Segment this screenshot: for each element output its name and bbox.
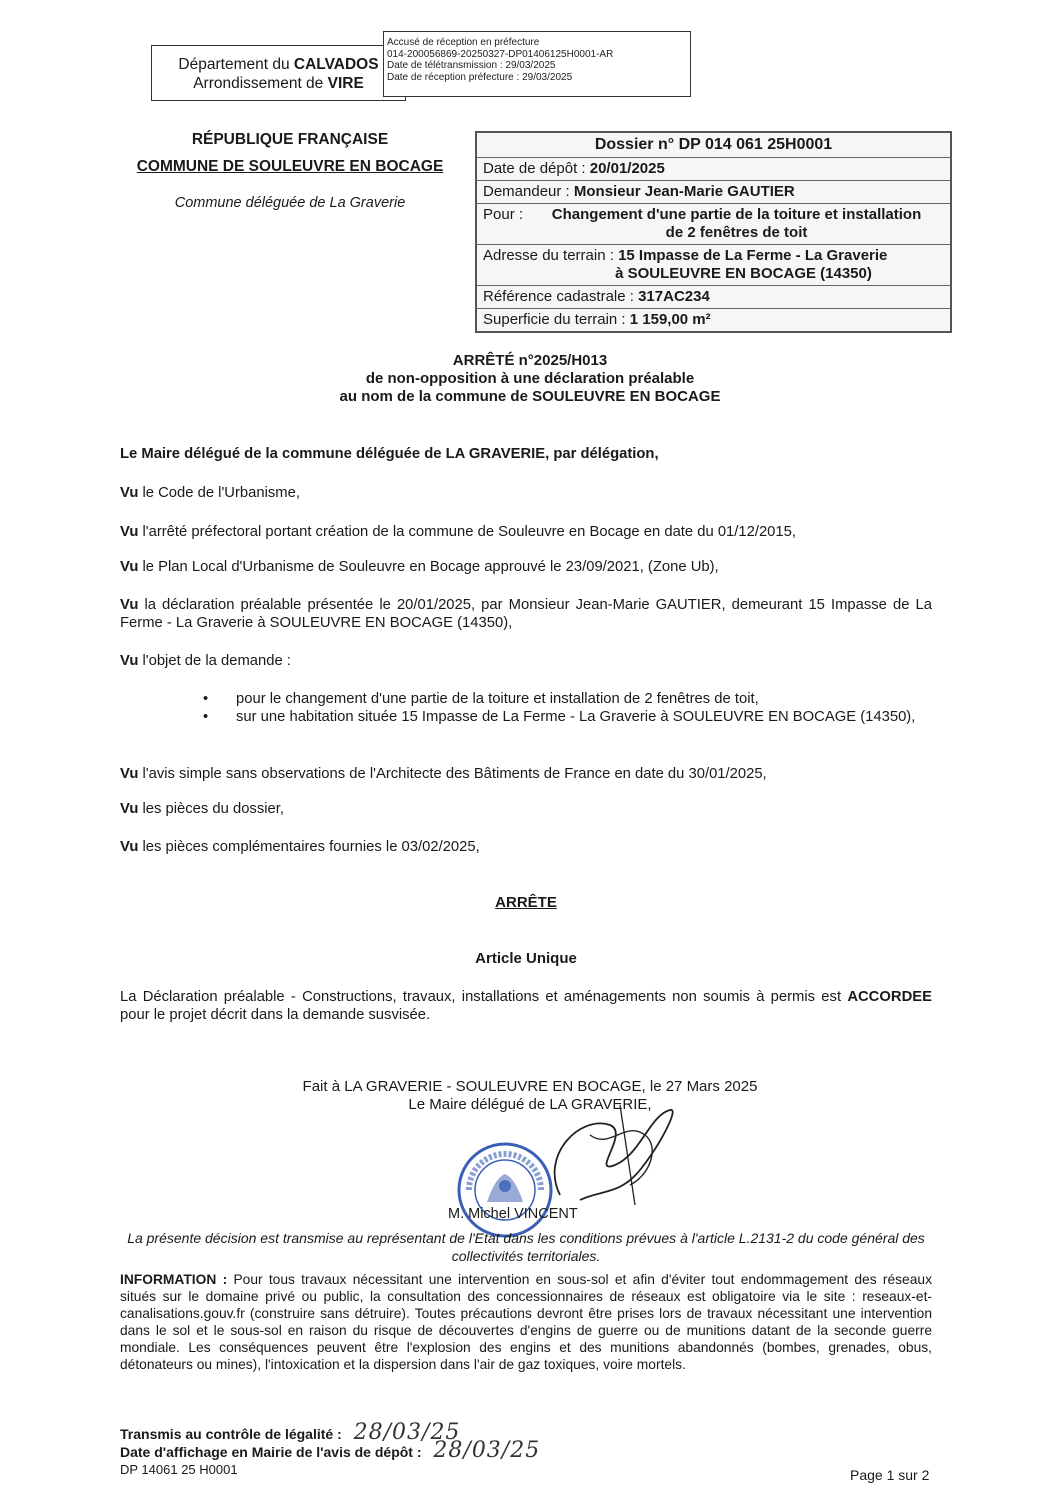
department-box (151, 45, 406, 101)
vu-paragraph (120, 523, 932, 541)
list-item: • pour le changement d'une partie de la toiture et installation de 2 fenêtres de toit, (200, 690, 932, 708)
transmis-line (120, 1420, 461, 1445)
handwritten-signature (520, 1095, 700, 1215)
dossier-number: Dossier n° DP 014 061 25H0001 (594, 136, 833, 153)
vu-label: Vu (120, 597, 139, 613)
signer-name: M. Michel VINCENT (448, 1206, 578, 1222)
vu-text: les pièces du dossier, (142, 801, 284, 817)
vu-text: les pièces complémentaires fournies le 03/02/2025, (142, 839, 480, 855)
stamp-line: 014-200056869-20250327-DP01406125H0001-AR (387, 48, 614, 60)
accordee-word: ACCORDEE (847, 989, 932, 1005)
vu-label: Vu (120, 766, 139, 782)
arrete-subtitle: de non-opposition à une déclaration préalable (365, 370, 695, 387)
list-item: • sur une habitation située 15 Impasse de La Ferme - La Graverie à SOULEUVRE EN BOCAGE (14350), (200, 708, 932, 726)
info-label: INFORMATION : (120, 1272, 228, 1287)
vu-paragraph (120, 484, 932, 502)
vu-label: Vu (120, 801, 139, 817)
commune-title: COMMUNE DE SOULEUVRE EN BOCAGE (136, 158, 444, 175)
vu-label: Vu (120, 559, 139, 575)
arr-prefix: Arrondissement de (193, 75, 324, 92)
maire-text: Le Maire délégué de la commune déléguée de LA GRAVERIE, par délégation, (120, 446, 659, 462)
dossier-row-demandeur (477, 180, 950, 203)
vu-text: l'arrêté préfectoral portant création de la commune de Souleuvre en Bocage en date du 01/12/2015, (142, 524, 796, 540)
dossier-row-adresse (477, 244, 950, 285)
commune-deleguee (120, 195, 460, 211)
article-heading: Article Unique (475, 950, 577, 967)
maire-line (120, 445, 932, 463)
issuer-heading (120, 131, 460, 211)
deleguee-name: La Graverie (329, 195, 406, 211)
transmis-handwritten-date: 28/03/25 (353, 1420, 461, 1445)
vu-label: Vu (120, 653, 139, 669)
pour-value-line2: de 2 fenêtres de toit (665, 224, 808, 241)
vu-text: l'objet de la demande : (142, 653, 291, 669)
vu-paragraph (120, 800, 932, 818)
reception-stamp (383, 31, 691, 97)
cadastre-value: 317AC234 (638, 288, 710, 305)
vu-paragraph (120, 558, 932, 576)
information-notice (120, 1271, 932, 1373)
affichage-handwritten-date: 28/03/25 (433, 1438, 541, 1463)
dossier-row-cadastre (477, 285, 950, 308)
dossier-row-superficie (477, 308, 950, 331)
signer-role: Le Maire délégué de LA GRAVERIE, (408, 1096, 652, 1113)
vu-paragraph (120, 596, 932, 632)
pour-label: Pour : (483, 206, 524, 223)
adresse-label: Adresse du terrain : (483, 247, 614, 264)
vu-label: Vu (120, 839, 139, 855)
arrete-number: ARRÊTÉ n°2025/H013 (452, 352, 608, 369)
fait-line: Fait à LA GRAVERIE - SOULEUVRE EN BOCAGE, le 27 Mars 2025 (302, 1078, 758, 1095)
vu-text: le Plan Local d'Urbanisme de Souleuvre en Bocage approuvé le 23/09/2021, (Zone Ub), (142, 559, 719, 575)
stamp-line: Date de télétransmission : 29/03/2025 (387, 60, 556, 71)
page-number: Page 1 sur 2 (850, 1467, 930, 1483)
vu-paragraph (120, 765, 932, 783)
vu-text: le Code de l'Urbanisme, (142, 485, 300, 501)
transmis-label: Transmis au contrôle de légalité : (120, 1426, 342, 1442)
republic-title: RÉPUBLIQUE FRANÇAISE (191, 131, 389, 148)
vu-text: la déclaration préalable présentée le 20/01/2025, par Monsieur Jean-Marie GAUTIER, demeurant 15 Impasse de La Ferme - La Graverie à SOULEUVRE EN BOCAGE (14350), (120, 597, 932, 631)
depot-label: Date de dépôt : (483, 160, 586, 177)
dossier-table (475, 131, 952, 333)
decision-text-after: pour le projet décrit dans la demande susvisée. (120, 1007, 431, 1023)
stamp-line: Accusé de réception en préfecture (387, 37, 540, 48)
vu-paragraph (120, 838, 932, 856)
superficie-value: 1 159,00 m² (629, 311, 711, 328)
pour-value-line1: Changement d'une partie de la toiture et installation (551, 206, 922, 223)
vu-paragraph (120, 652, 932, 670)
stamp-line: Date de réception préfecture : 29/03/2025 (387, 71, 573, 83)
demand-bullets (200, 690, 932, 726)
vu-label: Vu (120, 524, 139, 540)
decision-text (120, 988, 932, 1024)
footer-reference: DP 14061 25 H0001 (120, 1462, 238, 1477)
adresse-value-line2: à SOULEUVRE EN BOCAGE (14350) (615, 265, 872, 282)
demandeur-label: Demandeur : (483, 183, 570, 200)
dept-name: CALVADOS (293, 56, 379, 73)
affichage-label: Date d'affichage en Mairie de l'avis de dépôt : (120, 1444, 422, 1460)
superficie-label: Superficie du terrain : (483, 311, 626, 328)
vu-label: Vu (120, 485, 139, 501)
dossier-row-depot (477, 157, 950, 180)
arr-name: VIRE (327, 75, 364, 92)
dossier-row-pour (477, 203, 950, 244)
affichage-line (120, 1438, 541, 1463)
info-text: Pour tous travaux nécessitant une intervention en sous-sol et afin d'éviter tout endommagement des réseaux situés sur le domaine privé ou public, la consultation des concessionnaires de réseaux est obligatoire via le site : reseaux-et-canalisations.gouv.fr (construire sans détruire). Toutes précautions devront être prises lors de travaux nécessitant une intervention dans le sol et le sous-sol en raison du risque de découvertes d'engins de guerre ou de munitions datant de la seconde guerre mondiale. Les conséquences peuvent être l'explosion des engins et des munitions abandonnés (bombes, grenades, obus, détonateurs ou mines), l'intoxication et la dispersion dans l'air de gaz toxiques, voire mortels. (120, 1272, 932, 1372)
cadastre-label: Référence cadastrale : (483, 288, 634, 305)
depot-value: 20/01/2025 (589, 160, 665, 177)
deleguee-prefix: Commune déléguée de (174, 195, 326, 211)
arrete-subtitle: au nom de la commune de SOULEUVRE EN BOCAGE (339, 388, 721, 405)
vu-text: l'avis simple sans observations de l'Architecte des Bâtiments de France en date du 30/01/2025, (142, 766, 767, 782)
demandeur-value: Monsieur Jean-Marie GAUTIER (573, 183, 795, 200)
arrete-heading (230, 352, 830, 406)
decision-heading: ARRÊTE (495, 894, 557, 911)
prefecture-transmission-note: La présente décision est transmise au représentant de l'Etat dans les conditions prévues à l'article L.2131-2 du code général des collectivités territoriales. (127, 1230, 925, 1264)
adresse-value-line1: 15 Impasse de La Ferme - La Graverie (618, 247, 888, 264)
dept-prefix: Département du (178, 56, 290, 73)
decision-text-before: La Déclaration préalable - Constructions, travaux, installations et aménagements non soumis à permis est (120, 989, 842, 1005)
